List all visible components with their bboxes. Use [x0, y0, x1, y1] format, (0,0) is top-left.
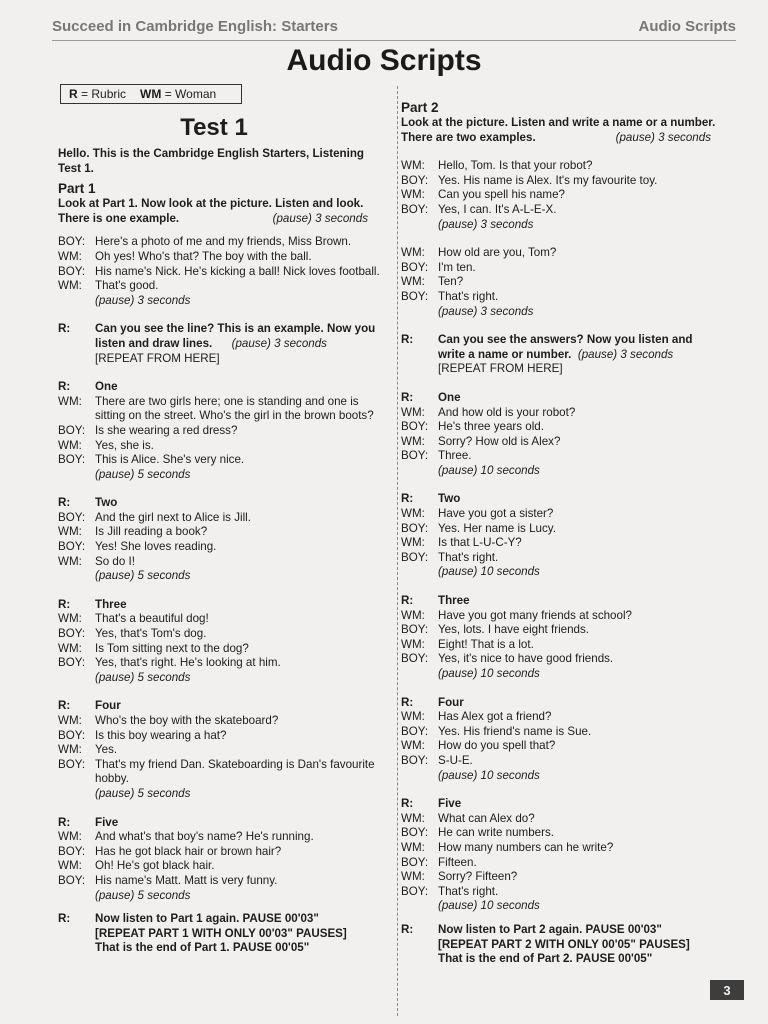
repeat-note: [REPEAT FROM HERE] [438, 362, 563, 376]
speaker-label: BOY: [58, 264, 86, 278]
dialogue-text: Yes. His friend's name is Sue. [438, 724, 592, 738]
speaker-label: BOY: [401, 826, 429, 840]
dialogue-line [401, 290, 731, 305]
speaker-label: WM: [58, 743, 82, 757]
question-heading: R: Five [401, 797, 462, 811]
dialogue-line [58, 874, 388, 889]
dialogue-line [401, 710, 731, 725]
dialogue-line [58, 265, 388, 280]
pause-note: (pause) 5 seconds [95, 888, 191, 902]
question-heading: R: Two [58, 496, 118, 510]
dialogue-text: Fifteen. [438, 855, 477, 869]
speaker-label: BOY: [401, 884, 429, 898]
dialogue-line [401, 725, 731, 740]
part1-example-note: There is one example. [58, 211, 180, 225]
section-title: Audio Scripts [638, 18, 736, 35]
speaker-label: WM: [401, 739, 425, 753]
dialogue-three [401, 609, 731, 667]
rubric-line: R: Can you see the line? This is an example. Now you [58, 322, 376, 336]
dialogue-text: Yes! She loves reading. [95, 540, 217, 554]
speaker-label: WM: [58, 249, 82, 263]
dialogue-text: That's right. [438, 884, 499, 898]
end-instruction: That is the end of Part 2. PAUSE 00'05" [438, 952, 653, 966]
dialogue-two [58, 511, 388, 569]
rubric-line: R: Can you see the answers? Now you listen and [401, 333, 693, 347]
speaker-label: BOY: [58, 844, 86, 858]
dialogue-text: Is this boy wearing a hat? [95, 728, 227, 742]
dialogue-line [58, 859, 388, 874]
speaker-label: WM: [401, 608, 425, 622]
dialogue-line [58, 612, 388, 627]
dialogue-text: There are two girls here; one is standing and one is sitting on the street. Who's the girl in the brown boots? [95, 394, 374, 423]
question-heading: R: Five [58, 815, 119, 829]
dialogue-line [58, 525, 388, 540]
speaker-label: WM: [58, 279, 82, 293]
dialogue-line [401, 826, 731, 841]
dialogue-line [58, 656, 388, 671]
dialogue-text: He can write numbers. [438, 826, 554, 840]
speaker-label: WM: [401, 405, 425, 419]
page-number: 3 [710, 980, 744, 1000]
speaker-label: WM: [58, 714, 82, 727]
question-heading: R: Three [58, 597, 127, 611]
dialogue-text: Yes, she is. [95, 438, 154, 452]
page-title: Audio Scripts [286, 44, 482, 77]
dialogue-four [401, 710, 731, 768]
dialogue-text: Have you got many friends at school? [438, 608, 632, 622]
speaker-label: BOY: [58, 728, 86, 742]
speaker-label: WM: [58, 438, 82, 452]
part2-instruction-row [401, 131, 731, 146]
pause-note: (pause) 5 seconds [95, 569, 191, 583]
dialogue-line [401, 638, 731, 653]
part2-heading: Part 2 [401, 100, 439, 115]
dialogue-text: Yes, that's right. He's looking at him. [95, 656, 281, 670]
dialogue-line [58, 845, 388, 860]
dialogue-line [401, 623, 731, 638]
dialogue-text: Ten? [438, 275, 464, 289]
pause-note: (pause) 3 seconds [438, 217, 534, 231]
dialogue-line [401, 246, 731, 261]
dialogue-text: Eight! That is a lot. [438, 637, 534, 651]
dialogue-line [401, 449, 731, 464]
rubric-line: write a name or number. (pause) 3 seconds [438, 347, 674, 361]
dialogue-line [58, 250, 388, 265]
question-heading: R: Four [58, 699, 121, 713]
speaker-label: WM: [58, 859, 82, 873]
dialogue-line [401, 739, 731, 754]
dialogue-two [401, 507, 731, 565]
dialogue-text: Yes. His name is Alex. It's my favourite toy. [438, 173, 658, 187]
dialogue-text: And how old is your robot? [438, 405, 576, 419]
speaker-label: WM: [58, 612, 82, 626]
speaker-label: WM: [58, 641, 82, 655]
dialogue-line [401, 856, 731, 871]
dialogue-line [58, 642, 388, 657]
pause-note: (pause) 10 seconds [438, 667, 540, 680]
pause-note: (pause) 10 seconds [438, 565, 540, 579]
dialogue-text: Is Tom sitting next to the dog? [95, 641, 249, 655]
speaker-label: BOY: [401, 202, 429, 216]
dialogue-four [58, 714, 388, 787]
speaker-label: BOY: [401, 550, 429, 564]
dialogue-line [401, 885, 731, 900]
part1-instruction: Look at Part 1. Now look at the picture. Listen and look. [58, 197, 364, 211]
speaker-label: BOY: [401, 260, 429, 274]
dialogue-line [58, 439, 388, 454]
dialogue-text: Yes, lots. I have eight friends. [438, 623, 590, 637]
right-column [401, 95, 731, 967]
dialogue-text: So do I! [95, 554, 135, 568]
dialogue-text: Hello, Tom. Is that your robot? [438, 159, 593, 173]
dialogue-line [401, 159, 731, 174]
dialogue-line [58, 627, 388, 642]
speaker-label: WM: [401, 811, 425, 825]
dialogue-text: How do you spell that? [438, 739, 556, 753]
dialogue-text: And what's that boy's name? He's running. [95, 830, 314, 844]
dialogue-text: S-U-E. [438, 753, 473, 767]
speaker-label: BOY: [58, 540, 86, 554]
dialogue-line [401, 188, 731, 203]
series-title: Succeed in Cambridge English: Starters [52, 18, 338, 35]
speaker-label: BOY: [58, 423, 86, 437]
dialogue-line [58, 540, 388, 555]
dialogue-text: His name's Nick. He's kicking a ball! Nick loves football. [95, 264, 380, 278]
dialogue-text: That's a beautiful dog! [95, 612, 209, 626]
speaker-label: BOY: [401, 724, 429, 738]
speaker-label: WM: [401, 536, 425, 550]
speaker-label: WM: [401, 840, 425, 854]
dialogue-text: Sorry? Fifteen? [438, 870, 518, 884]
speaker-label: WM: [401, 246, 425, 260]
dialogue-one [58, 395, 388, 468]
end-instruction: R: Now listen to Part 1 again. PAUSE 00'03" [58, 912, 319, 926]
speaker-label: BOY: [58, 627, 86, 641]
dialogue-five [58, 830, 388, 888]
legend-rubric: R = Rubric [69, 87, 127, 101]
end-instruction: That is the end of Part 1. PAUSE 00'05" [95, 941, 310, 955]
dialogue-text: He's three years old. [438, 420, 544, 434]
speaker-label: BOY: [58, 757, 86, 771]
end-instruction: [REPEAT PART 1 WITH ONLY 00'03" PAUSES] [95, 926, 347, 940]
running-header [52, 18, 736, 41]
pause-note: (pause) 3 seconds [615, 130, 711, 144]
dialogue-line [401, 203, 731, 218]
dialogue-line [401, 812, 731, 827]
dialogue-text: This is Alice. She's very nice. [95, 453, 245, 467]
end-instruction: R: Now listen to Part 2 again. PAUSE 00'03" [401, 922, 662, 936]
dialogue-five [401, 812, 731, 900]
dialogue-three [58, 612, 388, 670]
dialogue-text: Yes. Her name is Lucy. [438, 521, 556, 535]
dialogue-line [401, 551, 731, 566]
dialogue-text: How many numbers can he write? [438, 840, 614, 854]
speaker-label: BOY: [401, 855, 429, 869]
speaker-label: BOY: [58, 453, 86, 467]
speaker-label: BOY: [401, 289, 429, 303]
dialogue-line [401, 174, 731, 189]
speaker-label: WM: [401, 710, 425, 724]
pause-note: (pause) 5 seconds [95, 467, 191, 481]
dialogue-text: That's right. [438, 289, 499, 303]
dialogue-text: Is that L-U-C-Y? [438, 536, 522, 550]
dialogue-line [58, 714, 388, 729]
dialogue-one [401, 406, 731, 464]
dialogue-text: Can you spell his name? [438, 188, 565, 202]
dialogue-text: That's right. [438, 550, 499, 564]
dialogue-line [58, 743, 388, 758]
dialogue-line [401, 870, 731, 885]
legend-box [60, 84, 242, 104]
dialogue-text: And the girl next to Alice is Jill. [95, 510, 251, 524]
dialogue-example-2 [401, 246, 731, 304]
speaker-label: BOY: [58, 510, 86, 524]
dialogue-text: Is she wearing a red dress? [95, 423, 238, 437]
dialogue-line [401, 652, 731, 667]
left-column [58, 147, 388, 956]
dialogue-text: Is Jill reading a book? [95, 525, 208, 539]
pause-note: (pause) 3 seconds [438, 304, 534, 318]
dialogue-line [401, 435, 731, 450]
dialogue-line [401, 275, 731, 290]
speaker-label: WM: [401, 637, 425, 651]
dialogue-text: That's my friend Dan. Skateboarding is Dan's favourite hobby. [95, 757, 375, 786]
part2-example-note: There are two examples. [401, 130, 536, 144]
dialogue-line [401, 522, 731, 537]
part1-instruction-row [58, 212, 388, 227]
column-divider [397, 86, 398, 1016]
pause-note: (pause) 10 seconds [438, 463, 540, 477]
question-heading: R: One [401, 390, 461, 404]
dialogue-line [58, 395, 388, 424]
dialogue-line [58, 729, 388, 744]
intro-text: Hello. This is the Cambridge English Starters, Listening Test 1. [58, 147, 365, 175]
dialogue-line [58, 453, 388, 468]
dialogue-line [401, 261, 731, 276]
rubric-line: listen and draw lines. (pause) 3 seconds [95, 336, 327, 350]
legend-woman: WM = Woman [140, 87, 217, 101]
dialogue-text: Yes, that's Tom's dog. [95, 627, 207, 641]
speaker-label: WM: [401, 434, 425, 448]
end-instruction: [REPEAT PART 2 WITH ONLY 00'05" PAUSES] [438, 937, 690, 951]
dialogue-line [401, 420, 731, 435]
dialogue-text: I'm ten. [438, 260, 476, 274]
dialogue-line [58, 758, 388, 787]
dialogue-line [401, 609, 731, 624]
speaker-label: WM: [401, 188, 425, 202]
speaker-label: BOY: [401, 652, 429, 666]
dialogue-text: Three. [438, 449, 472, 463]
speaker-label: BOY: [58, 873, 86, 887]
dialogue-line [58, 424, 388, 439]
speaker-label: WM: [58, 525, 82, 539]
speaker-label: WM: [58, 554, 82, 568]
dialogue-line [401, 536, 731, 551]
dialogue-text: Yes. [95, 743, 118, 757]
pause-note: (pause) 10 seconds [438, 768, 540, 782]
question-heading: R: Two [401, 492, 461, 506]
dialogue-line [58, 511, 388, 526]
speaker-label: WM: [58, 830, 82, 844]
pause-note: (pause) 5 seconds [95, 670, 191, 684]
speaker-label: BOY: [401, 449, 429, 463]
pause-note: (pause) 3 seconds [95, 293, 191, 307]
speaker-label: WM: [401, 507, 425, 521]
dialogue-line [401, 754, 731, 769]
pause-note: (pause) 5 seconds [95, 786, 191, 800]
dialogue-text: How old are you, Tom? [438, 246, 557, 260]
dialogue-text: Here's a photo of me and my friends, Miss Brown. [95, 235, 352, 249]
dialogue-text: Oh! He's got black hair. [95, 859, 215, 873]
test-heading: Test 1 [180, 114, 248, 141]
dialogue-text: Oh yes! Who's that? The boy with the ball. [95, 249, 312, 263]
speaker-label: BOY: [401, 753, 429, 767]
repeat-note: [REPEAT FROM HERE] [95, 351, 220, 365]
dialogue-text: His name's Matt. Matt is very funny. [95, 873, 278, 887]
pause-note: (pause) 10 seconds [438, 899, 540, 913]
speaker-label: WM: [401, 159, 425, 173]
dialogue-text: Who's the boy with the skateboard? [95, 714, 279, 727]
dialogue-text: What can Alex do? [438, 811, 535, 825]
pause-note: (pause) 3 seconds [272, 211, 368, 225]
dialogue-text: Has Alex got a friend? [438, 710, 552, 724]
speaker-label: BOY: [401, 173, 429, 187]
speaker-label: BOY: [58, 235, 86, 249]
speaker-label: BOY: [401, 623, 429, 637]
part1-heading: Part 1 [58, 181, 96, 197]
speaker-label: WM: [401, 275, 425, 289]
dialogue-line [401, 841, 731, 856]
speaker-label: WM: [401, 870, 425, 884]
dialogue-line [58, 279, 388, 294]
dialogue-text: Sorry? How old is Alex? [438, 434, 561, 448]
dialogue-text: Has he got black hair or brown hair? [95, 844, 282, 858]
question-heading: R: Four [401, 695, 464, 709]
question-heading: R: Three [401, 594, 470, 608]
speaker-label: WM: [58, 394, 82, 408]
part2-instruction: Look at the picture. Listen and write a name or a number. [401, 116, 716, 129]
dialogue-example-1 [401, 159, 731, 217]
dialogue-text: Have you got a sister? [438, 507, 554, 521]
question-heading: R: One [58, 380, 118, 394]
dialogue-line [401, 507, 731, 522]
speaker-label: BOY: [401, 521, 429, 535]
dialogue-line [401, 406, 731, 421]
dialogue-text: That's good. [95, 279, 159, 293]
dialogue-text: Yes, it's nice to have good friends. [438, 652, 614, 666]
dialogue-example [58, 235, 388, 293]
speaker-label: BOY: [401, 420, 429, 434]
dialogue-line [58, 555, 388, 570]
dialogue-line [58, 235, 388, 250]
dialogue-line [58, 830, 388, 845]
dialogue-text: Yes, I can. It's A-L-E-X. [438, 202, 557, 216]
speaker-label: BOY: [58, 656, 86, 670]
